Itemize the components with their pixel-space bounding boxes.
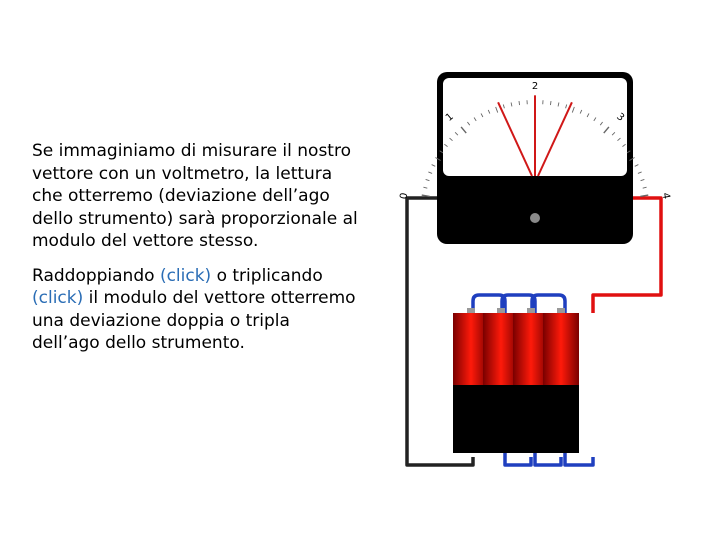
meter-tick [432, 165, 436, 167]
paragraph-part-1: Raddoppiando [32, 265, 160, 286]
meter-tick [641, 179, 645, 180]
meter-tick [423, 187, 427, 188]
meter-tick [635, 165, 639, 167]
battery-pack [453, 308, 579, 453]
paragraph-double-triple [32, 265, 362, 355]
click-link-triple[interactable]: (click) [32, 288, 84, 308]
text-block [32, 140, 362, 367]
meter-tick [426, 179, 430, 180]
paragraph-part-2: o triplicando [211, 265, 323, 286]
meter-tick [428, 172, 432, 173]
meter-scale-label: 3 [614, 111, 627, 124]
meter-tick [638, 172, 642, 173]
meter-scale-label: 0 [398, 191, 411, 201]
battery-black-section [543, 385, 579, 453]
battery [543, 308, 579, 453]
meter-tick [643, 187, 647, 188]
battery-red-section [543, 313, 579, 385]
meter-scale-label: 1 [443, 111, 456, 124]
meter-tick [519, 101, 520, 105]
voltmeter-circuit-diagram [395, 65, 695, 475]
voltmeter [399, 72, 672, 244]
click-link-double[interactable]: (click) [159, 265, 212, 286]
paragraph-measure: Se immaginiamo di misurare il nostro vettore con un voltmetro, la lettura che otterremo (deviazione dell’ago dello strumento) sarà proporzionale al modulo del vettore stesso. [32, 141, 358, 251]
meter-tick [550, 101, 551, 105]
meter-pivot [530, 213, 540, 223]
meter-tick [422, 195, 430, 196]
meter-tick [640, 195, 648, 196]
meter-scale-label: 2 [531, 81, 539, 92]
meter-scale-label: 4 [659, 191, 672, 201]
paragraph-part-3: il modulo del vettore otterremo una deviazione doppia o tripla dell’ago dello strumento. [32, 288, 356, 353]
